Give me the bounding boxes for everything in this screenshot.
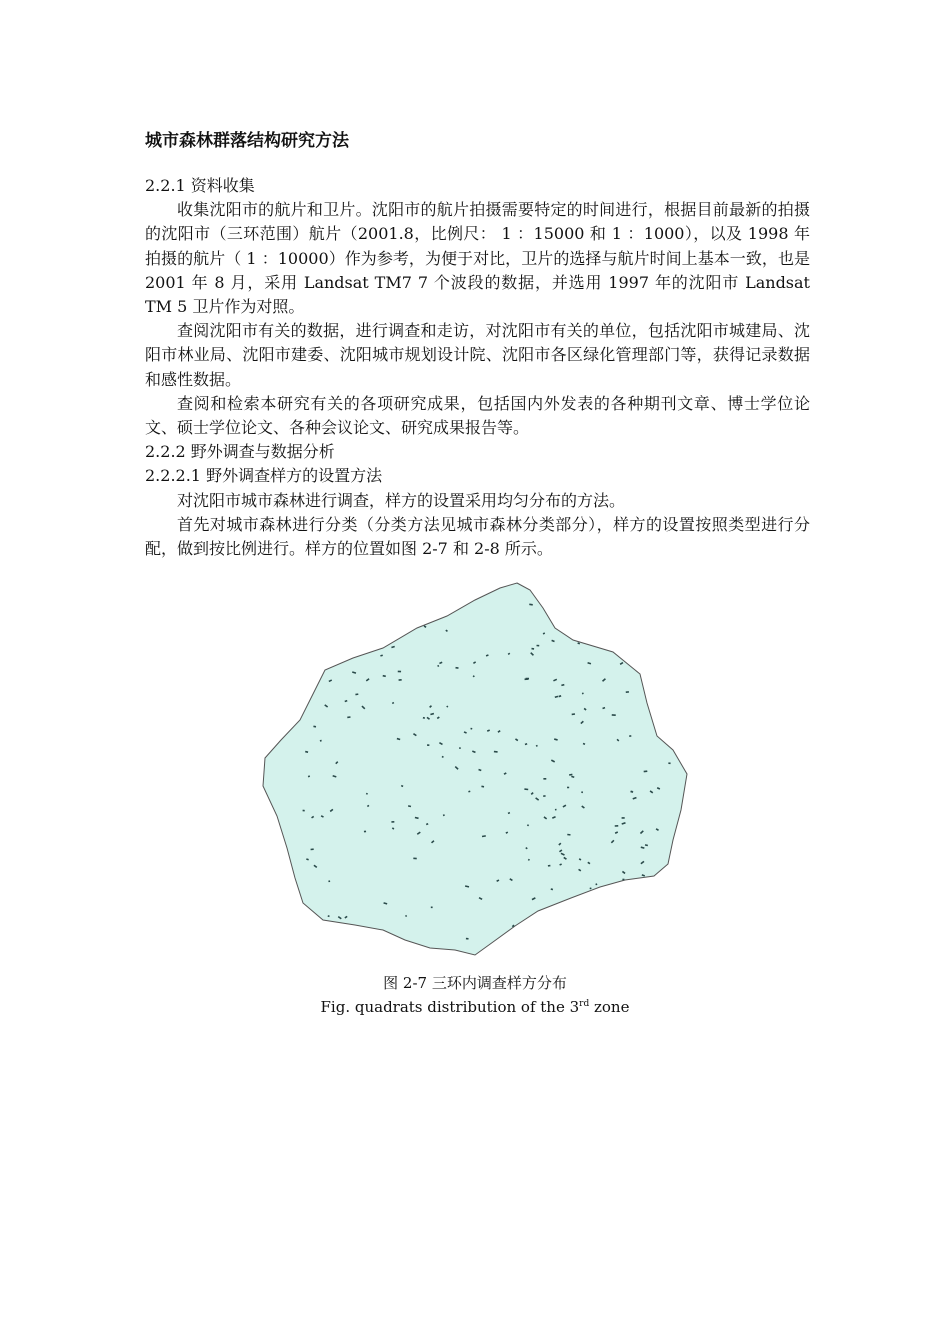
- caption-en-sup: rd: [579, 999, 590, 1009]
- quadrat-marker: [612, 714, 616, 716]
- quadrat-marker: [431, 906, 433, 908]
- quadrat-marker: [311, 848, 314, 850]
- section-title: 城市森林群落结构研究方法: [145, 131, 349, 151]
- quadrat-marker: [391, 821, 394, 823]
- heading-2-2-2-1: 2.2.2.1 野外调查样方的设置方法: [145, 466, 383, 486]
- quadrat-marker: [466, 938, 469, 940]
- paragraph-quadrat-method: 对沈阳市城市森林进行调查，样方的设置采用均匀分布的方法。: [177, 490, 626, 510]
- map-svg: [255, 578, 695, 973]
- figure-caption-cn: 图 2-7 三环内调查样方分布: [383, 974, 567, 992]
- paragraph-quadrat-allocation: 首先对城市森林进行分类（分类方法见城市森林分类部分），样方的设置按照类型进行分配，做到按比例进行。样方的位置如图 2-7 和 2-8 所示。: [145, 514, 810, 559]
- quadrat-marker: [629, 735, 631, 737]
- quadrat-marker: [459, 747, 461, 749]
- quadrat-marker: [668, 762, 670, 764]
- quadrat-marker: [543, 795, 546, 797]
- paragraph-survey-units: 查阅沈阳市有关的数据，进行调查和走访，对沈阳市有关的单位，包括沈阳市城建局、沈阳市林业局、沈阳市建委、沈阳城市规划设计院、沈阳市各区绿化管理部门等，获得记录数据和感性数据。: [145, 321, 810, 389]
- paragraph-literature: 查阅和检索本研究有关的各项研究成果，包括国内外发表的各种期刊文章、博士学位论文、硕士学位论文、各种会议论文、研究成果报告等。: [145, 393, 810, 438]
- quadrat-marker: [328, 880, 330, 882]
- body-text: [145, 174, 810, 561]
- quadrat-marker: [364, 831, 366, 833]
- quadrat-marker: [536, 645, 539, 647]
- quadrat-marker: [567, 787, 569, 789]
- quadrat-marker: [413, 858, 417, 860]
- quadrat-marker: [581, 791, 583, 793]
- quadrat-distribution-map: [255, 578, 695, 973]
- quadrat-marker: [622, 817, 625, 819]
- figure-caption-en: [0, 998, 950, 1016]
- quadrat-marker: [427, 744, 429, 746]
- third-ring-zone-outline: [263, 583, 687, 955]
- heading-2-2-1: 2.2.1 资料收集: [145, 176, 255, 195]
- quadrat-marker: [399, 679, 402, 681]
- quadrat-marker: [622, 879, 624, 881]
- quadrat-marker: [303, 810, 305, 812]
- paragraph-data-collection: 收集沈阳市的航片和卫片。沈阳市的航片拍摄需要特定的时间进行，根据目前最新的拍摄的沈阳市（三环范围）航片（2001.8，比例尺： 1 ：15000 和 1 ：1000），以及 1998 年拍摄的航片（ 1 ：10000）作为参考，为便于对比，卫片的选择与航片时间上基本一致，也是 2001 年 8 月，采用 Landsat TM7 7 个波段的数据，并选用 1997 年的沈阳市 Landsat TM 5 卫片作为对照。: [145, 200, 810, 317]
- quadrat-marker: [626, 691, 629, 693]
- quadrat-marker: [543, 778, 546, 780]
- quadrat-marker: [526, 678, 529, 680]
- caption-en-tail: zone: [589, 998, 630, 1016]
- heading-2-2-2: 2.2.2 野外调查与数据分析: [145, 442, 335, 462]
- quadrat-marker: [398, 671, 401, 673]
- quadrat-marker: [615, 825, 619, 827]
- caption-en-main: Fig. quadrats distribution of the 3: [320, 998, 580, 1016]
- quadrat-marker: [630, 791, 632, 793]
